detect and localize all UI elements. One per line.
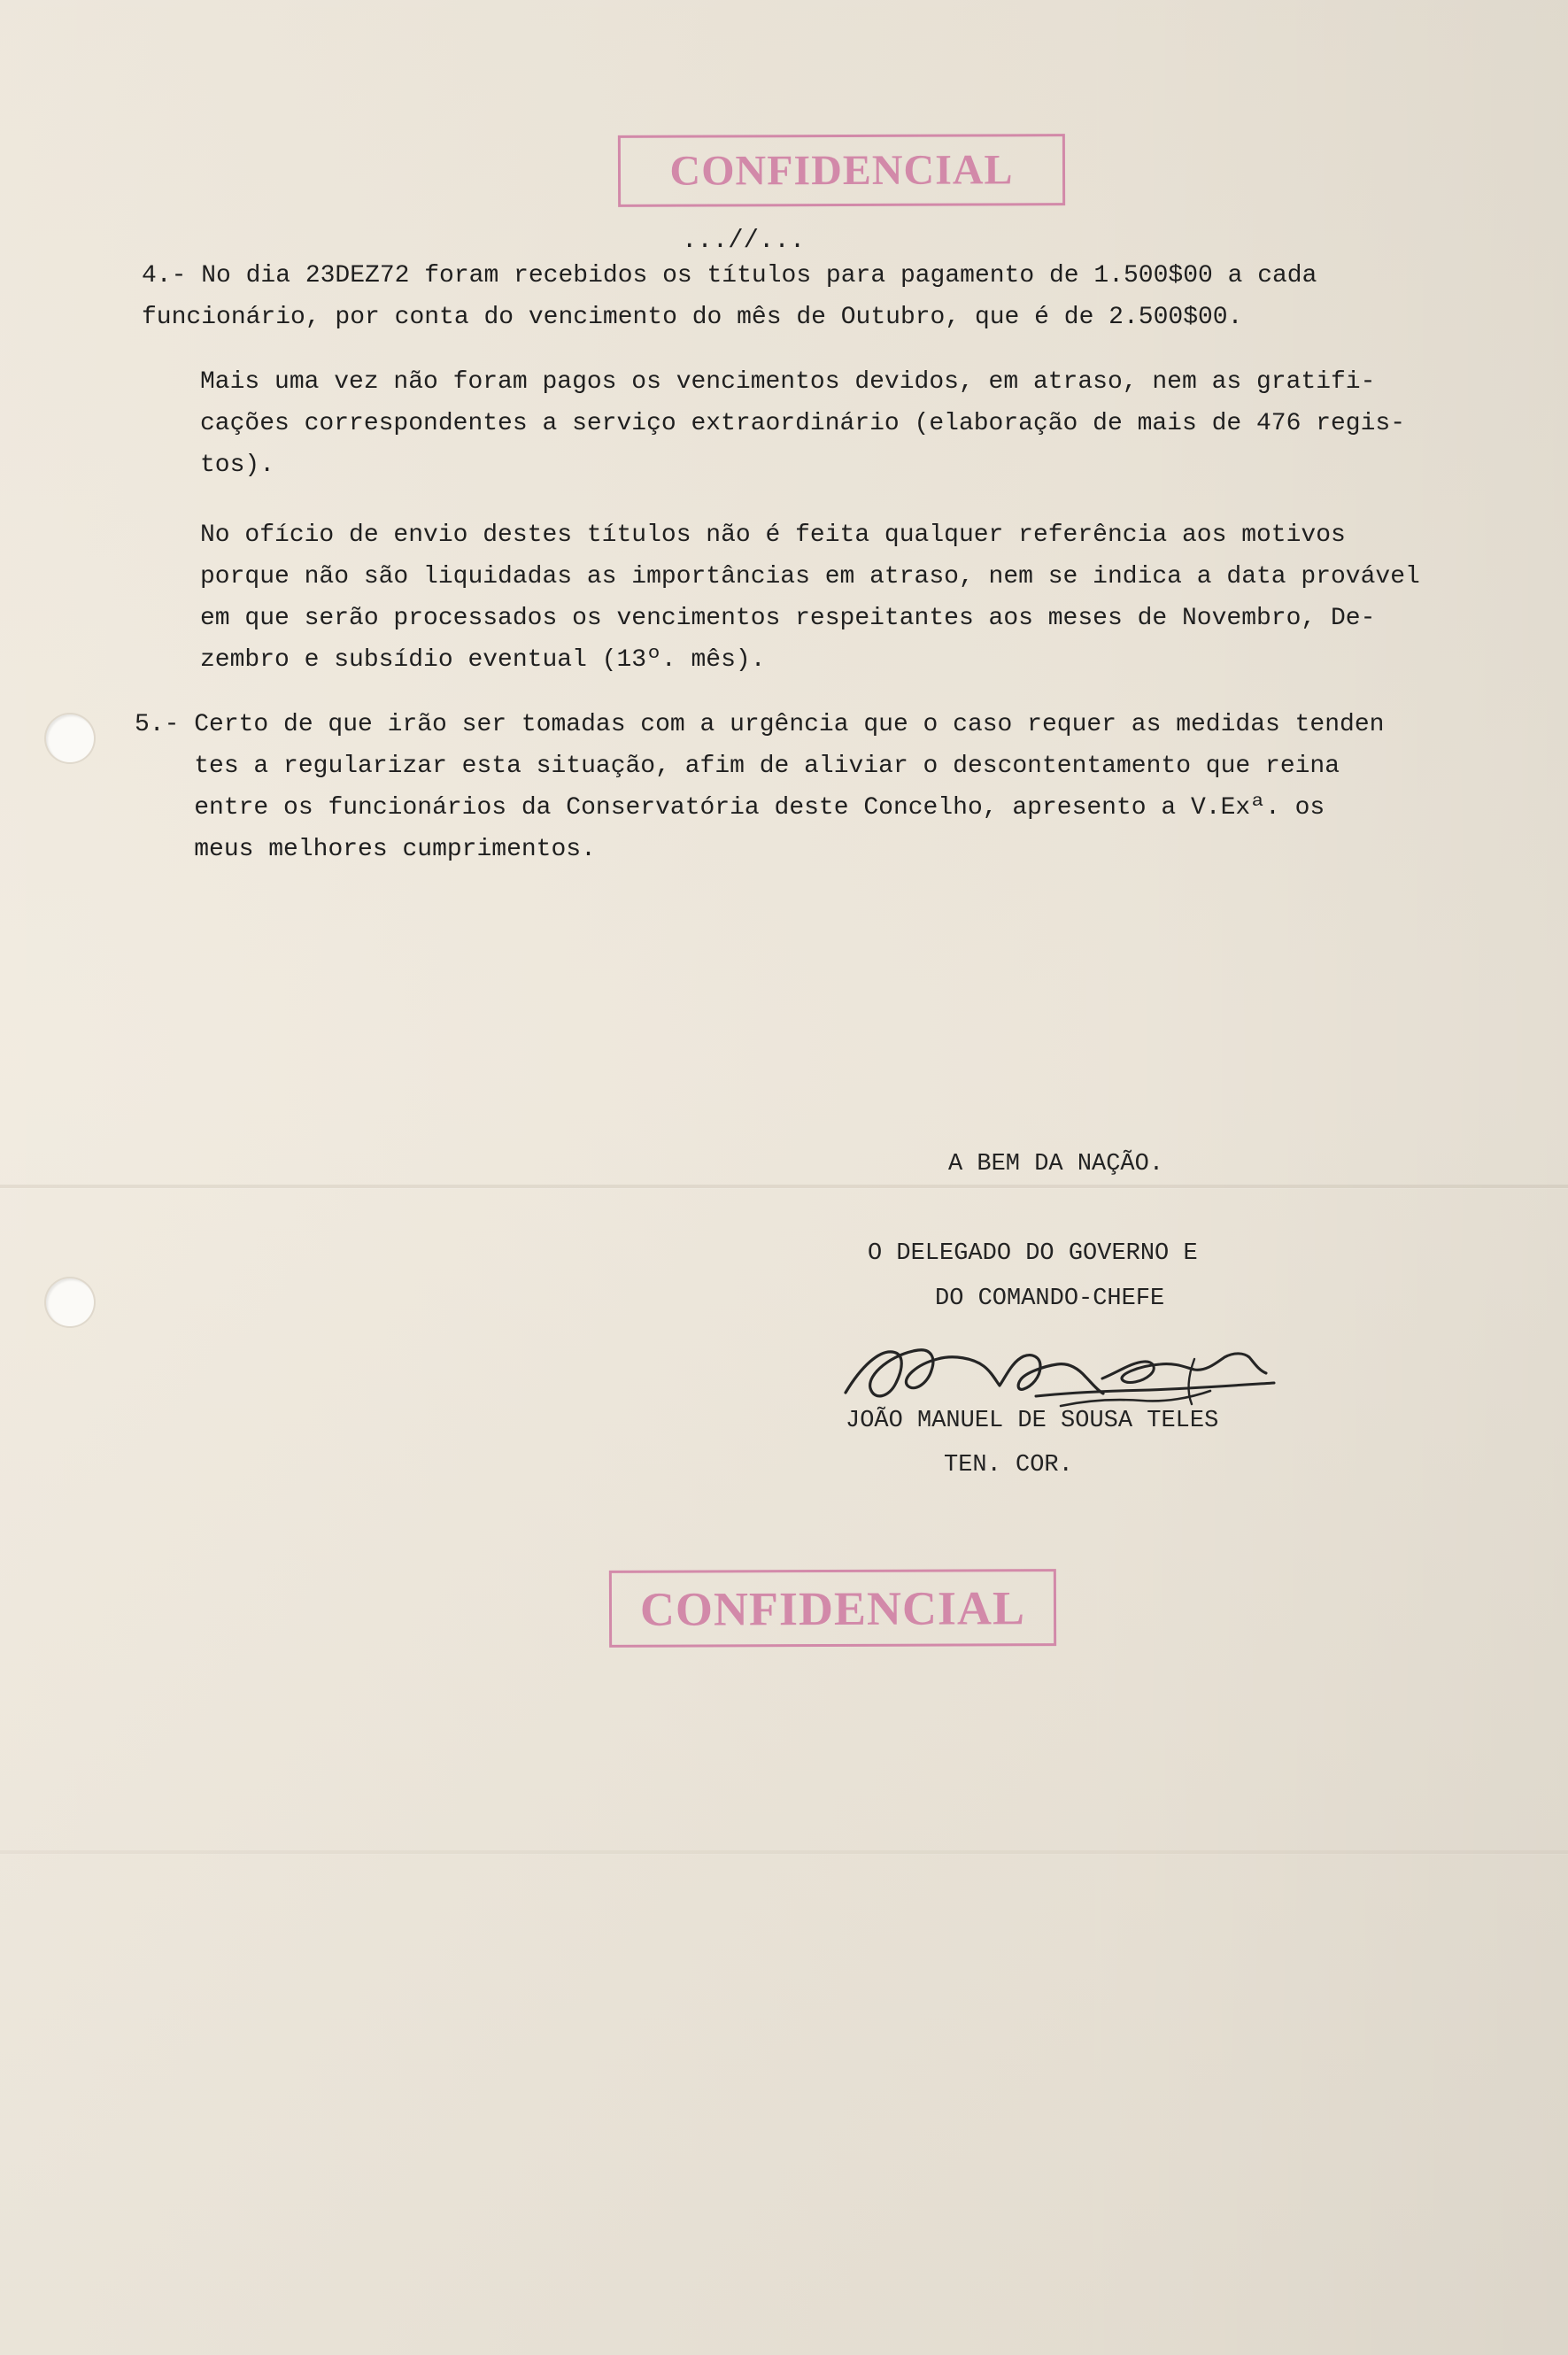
paragraph-5: 5.- Certo de que irão ser tomadas com a urgência que o caso requer as medidas tenden tes a regularizar esta situação, afim de aliviar o descontentamento que reina entre os funcionários da Conservatória deste Concelho, apresento a V.Exª. os meus melhores cumprimentos. (135, 711, 1385, 863)
delegate-title-line-1: O DELEGADO DO GOVERNO E (868, 1240, 1198, 1267)
paper-fold-line-lower (0, 1850, 1568, 1854)
punch-hole-bottom (46, 1278, 94, 1326)
signature (837, 1315, 1319, 1417)
confidential-stamp-top: CONFIDENCIAL (618, 134, 1065, 207)
signatory-name: JOÃO MANUEL DE SOUSA TELES (846, 1408, 1219, 1434)
confidential-stamp-bottom: CONFIDENCIAL (609, 1569, 1056, 1648)
continuation-marker: ...//... (682, 226, 806, 255)
paragraph-4: 4.- No dia 23DEZ72 foram recebidos os títulos para pagamento de 1.500$00 a cada funcionário, por conta do vencimento do mês de Outubro, que é de 2.500$00. (142, 262, 1317, 331)
delegate-title-line-2: DO COMANDO-CHEFE (935, 1286, 1165, 1312)
paragraph-4b: Mais uma vez não foram pagos os vencimentos devidos, em atraso, nem as gratifi- cações correspondentes a serviço extraordinário (elaboração de mais de 476 regis- tos). (200, 368, 1406, 479)
paragraph-4c: No ofício de envio destes títulos não é feita qualquer referência aos motivos porque não são liquidadas as importâncias em atraso, nem se indica a data provável em que serão processados os vencimentos respeitantes aos meses de Novembro, De- zembro e subsídio eventual (13º. mês). (200, 521, 1420, 674)
punch-hole-top (46, 714, 94, 762)
signatory-rank: TEN. COR. (944, 1452, 1073, 1479)
paper-fold-line (0, 1185, 1568, 1188)
salutation: A BEM DA NAÇÃO. (948, 1151, 1164, 1178)
